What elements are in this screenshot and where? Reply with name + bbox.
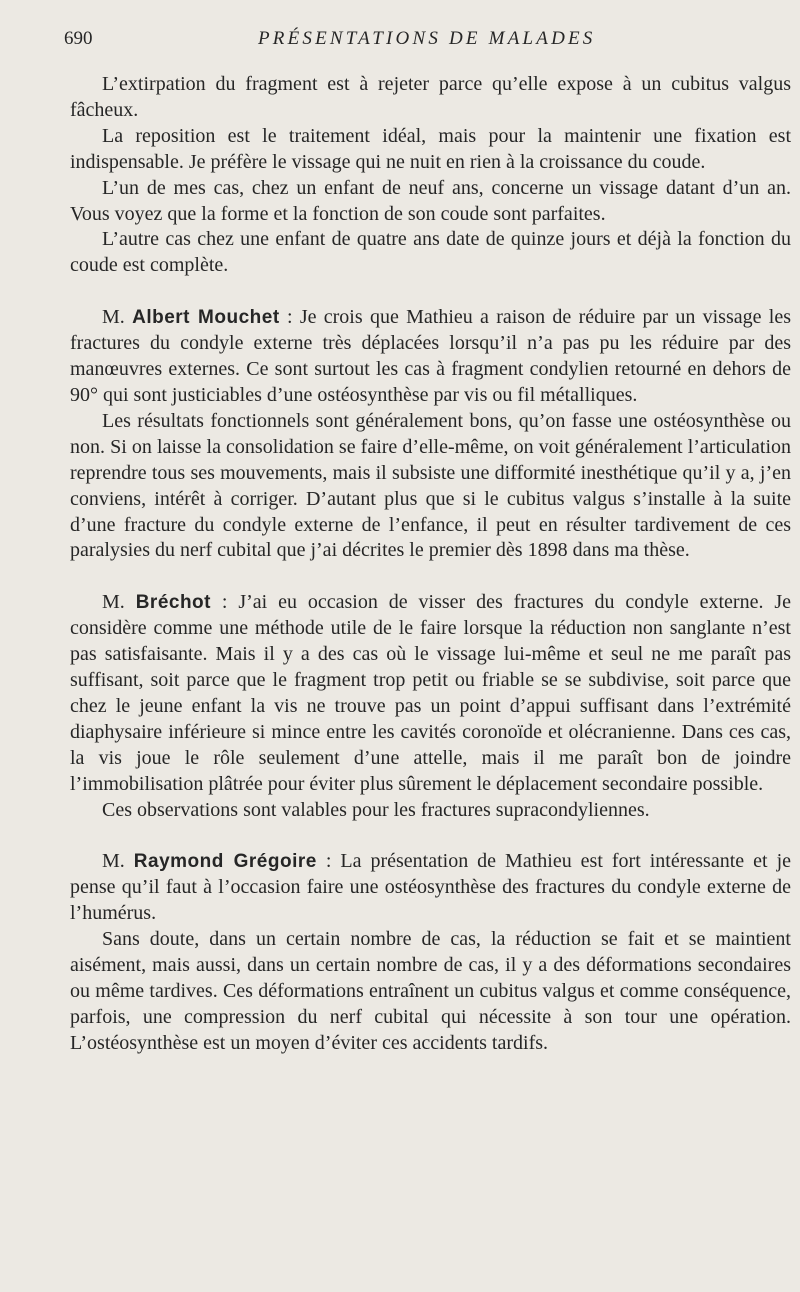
speaker-prefix: M. <box>102 850 125 873</box>
section-gap <box>70 279 791 305</box>
paragraph: Les résultats fonctionnels sont généralement bons, qu’on fasse une ostéosynthèse ou non. Si on laisse la consolidation se faire d’elle-même, on voit généralement l’articulation reprendre tous ses mouvements, mais il subsiste une difformité inesthétique qu’il y a, j’en conviens, intérêt à corriger. D’autant plus que si le cubitus valgus s’installe à la suite d’une fracture du condyle externe de l’enfance, il peut en résulter tardivement de ces paralysies du nerf cubital que j’ai décrites le premier dès 1898 dans ma thèse. <box>70 409 791 562</box>
speaker-prefix: M. <box>102 591 125 614</box>
paragraph: L’extirpation du fragment est à rejeter parce qu’elle expose à un cubitus valgus fâcheux. <box>70 73 791 121</box>
speaker-name: Raymond Grégoire <box>133 851 317 873</box>
intervention-text: : La présentation de Mathieu est fort intéressante et je pense qu’il faut à l’occasion faire une ostéosynthèse des fractures du condyle externe de l’humérus. <box>70 850 791 925</box>
intervention-text: : Je crois que Mathieu a raison de réduire par un vissage les fractures du condyle externe très déplacées lorsqu’il n’a pas pu les réduire par des manœuvres externes. Ce sont surtout les cas à fragment condylien retourné en dehors de 90° qui sont justiciables d’une ostéosynthèse par vis ou fil métalliques. <box>70 306 792 406</box>
paragraph: La reposition est le traitement idéal, mais pour la maintenir une fixation est indispensable. Je préfère le vissage qui ne nuit en rien à la croissance du coude. <box>70 124 791 173</box>
page-header <box>64 28 760 54</box>
paragraph: L’autre cas chez une enfant de quatre ans date de quinze jours et déjà la fonction du coude est complète. <box>70 228 791 277</box>
page-number: 690 <box>64 28 93 49</box>
intervention-brechot <box>70 590 791 797</box>
intervention-gregoire <box>70 849 791 927</box>
paragraph: L’un de mes cas, chez un enfant de neuf ans, concerne un vissage datant d’un an. Vous voyez que la forme et la fonction de son coude sont parfaites. <box>70 176 791 225</box>
paragraph: Sans doute, dans un certain nombre de cas, la réduction se fait et se maintient aisément, mais aussi, dans un certain nombre de cas, il y a des déformations secondaires ou même tardives. Ces déformations entraînent un cubitus valgus et comme conséquence, parfois, une compression du nerf cubital qui nécessite à son tour une opération. L’ostéosynthèse est un moyen d’éviter ces accidents tardifs. <box>70 928 791 1054</box>
section-gap <box>70 823 791 849</box>
speaker-prefix: M. <box>102 306 125 329</box>
section-gap <box>70 564 791 590</box>
running-title: PRÉSENTATIONS DE MALADES <box>258 28 596 49</box>
intervention-mouchet <box>70 305 791 409</box>
page-body <box>70 72 791 1057</box>
paragraph: Ces observations sont valables pour les fractures supracondyliennes. <box>102 798 650 821</box>
speaker-name: Albert Mouchet <box>132 307 280 329</box>
speaker-name: Bréchot <box>135 592 211 614</box>
intervention-text: : J’ai eu occasion de visser des fractures du condyle externe. Je considère comme une méthode utile de le faire lorsque la réduction non sanglante n’est pas satisfaisante. Mais il y a des cas où le vissage lui-même et seul ne me paraît pas suffisant, soit parce que le fragment trop petit ou friable se se subdivise, soit parce que chez le jeune enfant la vis ne trouve pas un point d’appui suffisant dans l’extrémité diaphysaire inférieure si mince entre les cavités coronoïde et olécranienne. Dans ces cas, la vis joue le rôle seulement d’une attelle, mais il me paraît bon de joindre l’immobilisation plâtrée pour éviter plus sûrement le déplacement secondaire possible. <box>70 591 792 795</box>
